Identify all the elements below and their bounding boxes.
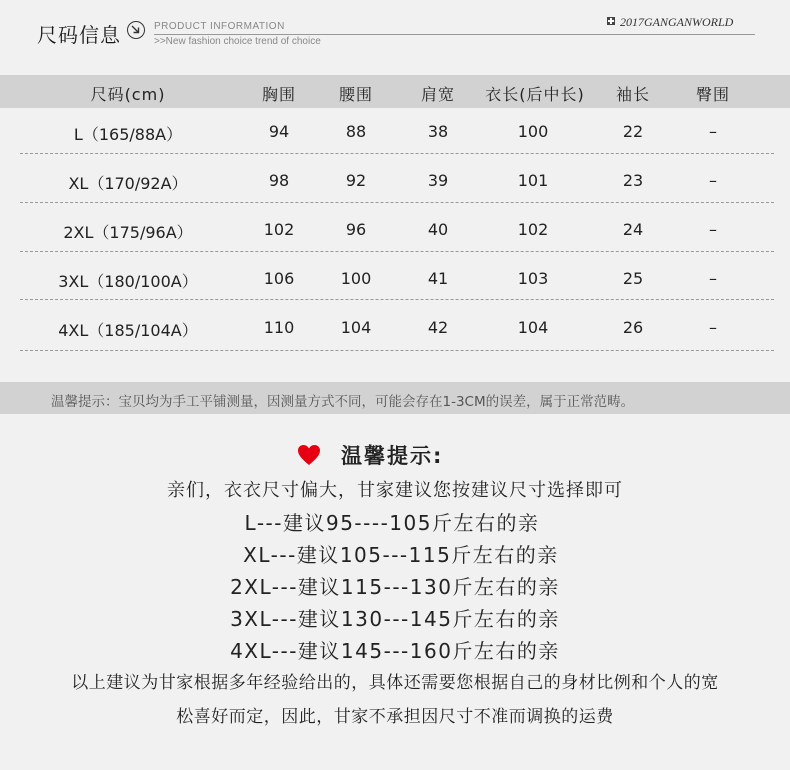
chest-cell: 94 — [268, 122, 290, 141]
hip-cell: – — [709, 220, 717, 239]
chest-cell: 106 — [263, 269, 295, 288]
waist-cell: 104 — [340, 318, 372, 337]
row-divider — [20, 350, 774, 351]
waist-cell: 88 — [345, 122, 367, 141]
row-divider — [20, 251, 774, 252]
waist-cell: 96 — [345, 220, 367, 239]
size-cell: XL（170/92A） — [68, 174, 188, 193]
size-cell: 2XL（175/96A） — [63, 223, 193, 242]
shoulder-cell: 41 — [427, 269, 449, 288]
sleeve-cell: 25 — [622, 269, 644, 288]
hip-cell: – — [709, 122, 717, 141]
notice-title: 温馨提示: — [341, 444, 444, 468]
length-cell: 102 — [517, 220, 549, 239]
length-cell: 104 — [517, 318, 549, 337]
shoulder-cell: 39 — [427, 171, 449, 190]
notice-outro-1: 以上建议为甘家根据多年经验给出的，具体还需要您根据自己的身材比例和个人的宽 — [71, 673, 719, 693]
table-row — [0, 304, 790, 353]
recommendation-line: 3XL---建议130---145斤左右的亲 — [230, 607, 560, 631]
length-cell: 103 — [517, 269, 549, 288]
shoulder-cell: 42 — [427, 318, 449, 337]
hip-cell: – — [709, 318, 717, 337]
table-row — [0, 206, 790, 255]
notice-intro: 亲们，衣衣尺寸偏大，甘家建议您按建议尺寸选择即可 — [167, 480, 623, 501]
arrow-circle-icon — [127, 21, 145, 39]
subtitle-en: PRODUCT INFORMATION — [154, 21, 285, 32]
shoulder-cell: 38 — [427, 122, 449, 141]
col-sleeve: 袖长 — [615, 85, 650, 104]
chest-cell: 110 — [263, 318, 295, 337]
col-shoulder: 肩宽 — [420, 85, 455, 104]
waist-cell: 92 — [345, 171, 367, 190]
heart-icon — [297, 444, 321, 466]
row-divider — [20, 202, 774, 203]
chest-cell: 102 — [263, 220, 295, 239]
size-cell: L（165/88A） — [73, 125, 183, 144]
measurement-tip-text: 温馨提示：宝贝均为手工平铺测量，因测量方式不同，可能会存在1-3CM的误差，属于正常范畴。 — [51, 394, 635, 410]
recommendation-line: 2XL---建议115---130斤左右的亲 — [230, 575, 560, 599]
row-divider — [20, 153, 774, 154]
recommendation-line: 4XL---建议145---160斤左右的亲 — [230, 639, 560, 663]
hip-cell: – — [709, 171, 717, 190]
plus-square-icon — [607, 17, 615, 25]
size-cell: 3XL（180/100A） — [58, 272, 198, 291]
col-size: 尺码(cm) — [90, 85, 166, 104]
length-cell: 100 — [517, 122, 549, 141]
brand-label: 2017GANGANWORLD — [620, 15, 734, 29]
table-row — [0, 157, 790, 206]
table-row — [0, 255, 790, 304]
header-divider — [154, 34, 755, 35]
hip-cell: – — [709, 269, 717, 288]
tagline-en: >>New fashion choice trend of choice — [154, 36, 321, 47]
notice-outro-2: 松喜好而定，因此，甘家不承担因尺寸不准而调换的运费 — [176, 707, 614, 727]
col-waist: 腰围 — [338, 85, 373, 104]
size-cell: 4XL（185/104A） — [58, 321, 198, 340]
shoulder-cell: 40 — [427, 220, 449, 239]
col-hip: 臀围 — [695, 85, 730, 104]
col-length: 衣长(后中长) — [485, 85, 585, 104]
row-divider — [20, 299, 774, 300]
sleeve-cell: 23 — [622, 171, 644, 190]
length-cell: 101 — [517, 171, 549, 190]
sleeve-cell: 22 — [622, 122, 644, 141]
recommendation-line: L---建议95----105斤左右的亲 — [244, 511, 540, 535]
chest-cell: 98 — [268, 171, 290, 190]
page-title: 尺码信息 — [37, 23, 121, 47]
size-table-header — [0, 75, 790, 108]
sleeve-cell: 24 — [622, 220, 644, 239]
table-row — [0, 108, 790, 157]
waist-cell: 100 — [340, 269, 372, 288]
measurement-tip-bar — [0, 382, 790, 414]
sleeve-cell: 26 — [622, 318, 644, 337]
recommendation-line: XL---建议105---115斤左右的亲 — [243, 543, 559, 567]
header — [0, 0, 790, 62]
col-chest: 胸围 — [261, 85, 296, 104]
